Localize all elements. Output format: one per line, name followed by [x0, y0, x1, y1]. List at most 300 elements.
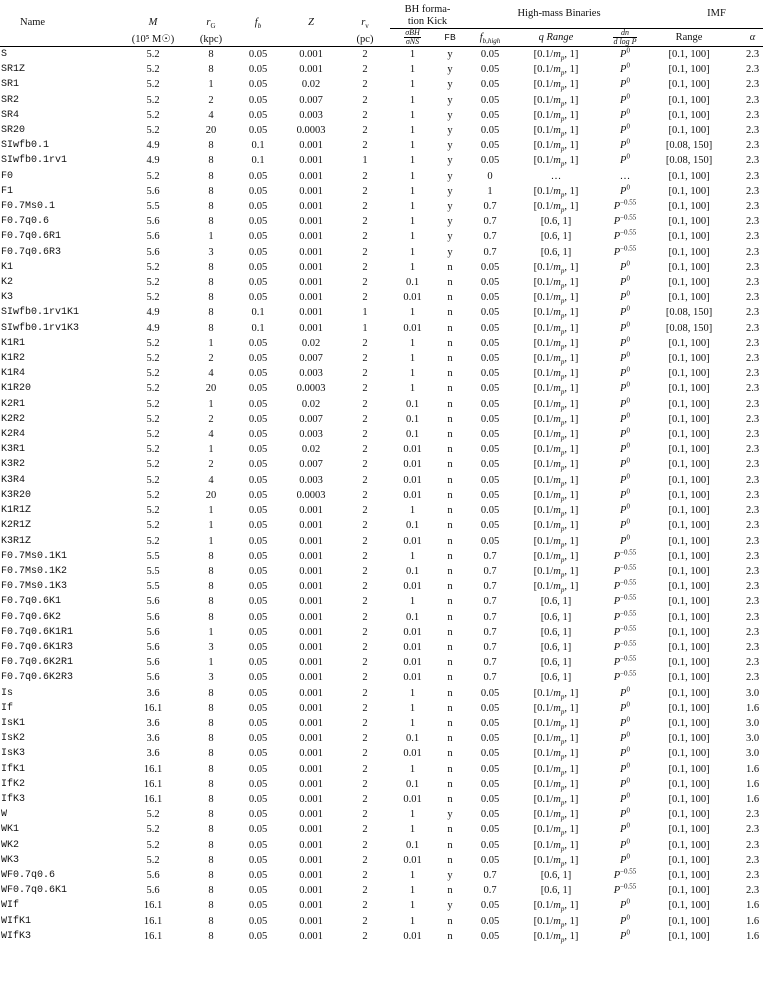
- table-row: [0, 290, 763, 305]
- cell-period-dist: $P^0$: [620, 77, 630, 91]
- cell-fb: 0.05: [248, 869, 268, 881]
- cell-rv: 2: [362, 778, 368, 790]
- cell-fb-high: 0.05: [480, 444, 500, 456]
- cell-name: WK2: [1, 839, 20, 851]
- cell-name: WF0.7q0.6: [1, 869, 56, 881]
- cell-z: 0.0003: [296, 489, 326, 501]
- cell-imf-range: [0.1, 100]: [668, 459, 710, 471]
- cell-fb-high: 0.05: [480, 261, 500, 273]
- cell-rg: 4: [208, 429, 214, 441]
- cell-q-range: [$0.1/m_p$, 1]: [533, 155, 579, 169]
- cell-imf-range: [0.1, 100]: [668, 398, 710, 410]
- cell-q-range: [$0.1/m_p$, 1]: [533, 793, 579, 808]
- cell-kick-ratio: 1: [409, 505, 416, 517]
- cell-fallback: y: [447, 185, 453, 197]
- cell-name: F0.7Ms0.1K3: [1, 581, 68, 593]
- cell-fb-high: 0.7: [483, 201, 497, 213]
- cell-z: 0.001: [299, 565, 323, 577]
- cell-kick-ratio: 1: [409, 94, 416, 106]
- cell-imf-range: [0.1, 100]: [668, 292, 710, 304]
- table-row: [0, 169, 763, 184]
- cell-mass: 5.6: [146, 231, 160, 243]
- cell-name: IfK2: [1, 778, 26, 790]
- cell-name: K2R1: [1, 398, 26, 410]
- cell-name: K3R1Z: [1, 535, 32, 547]
- cell-period-dist: $P^0$: [620, 715, 630, 729]
- cell-kick-ratio: 0.1: [405, 429, 420, 441]
- cell-imf-range: [0.1, 100]: [668, 79, 710, 91]
- cell-rg: 2: [208, 413, 214, 425]
- cell-z: 0.02: [301, 79, 321, 91]
- cell-name: WIf: [1, 900, 20, 912]
- table-body: [0, 47, 763, 944]
- cell-kick-ratio: 1: [409, 307, 416, 319]
- header-mass: M: [148, 16, 158, 28]
- cell-rg: 8: [208, 839, 214, 851]
- cell-fallback: n: [447, 733, 453, 745]
- cell-imf-alpha: 2.3: [745, 626, 760, 638]
- cell-q-range: [$0.1/m_p$, 1]: [533, 353, 579, 367]
- cell-imf-range: [0.1, 100]: [668, 231, 710, 243]
- cell-imf-alpha: 2.3: [745, 246, 760, 258]
- cell-imf-alpha: 2.3: [745, 854, 760, 866]
- cell-mass: 5.2: [146, 824, 160, 836]
- cell-fb-high: 0.7: [483, 581, 497, 593]
- cell-name: K2R2: [1, 413, 26, 425]
- cell-imf-range: [0.1, 100]: [668, 778, 710, 790]
- cell-imf-range: [0.1, 100]: [668, 353, 710, 365]
- header-z: Z: [308, 16, 314, 28]
- cell-imf-alpha: 3.0: [745, 748, 760, 760]
- cell-mass: 5.2: [146, 839, 160, 851]
- cell-imf-range: [0.1, 100]: [668, 520, 710, 532]
- cell-fb-high: 0.7: [483, 596, 497, 608]
- cell-fallback: n: [447, 353, 453, 365]
- cell-kick-ratio: 1: [409, 717, 416, 729]
- cell-fallback: y: [447, 246, 453, 258]
- cell-period-dist: $P^{-0.55}$: [613, 563, 637, 577]
- cell-q-range: [$0.1/m_p$, 1]: [533, 109, 579, 123]
- cell-fallback: n: [447, 535, 453, 547]
- cell-fb: 0.05: [248, 687, 268, 699]
- cell-mass: 5.6: [146, 246, 160, 258]
- cell-period-dist: $P^0$: [620, 290, 630, 304]
- cell-period-dist: $P^{-0.55}$: [613, 867, 637, 881]
- cell-kick-ratio: 1: [409, 155, 416, 167]
- cell-rv: 2: [362, 94, 368, 106]
- table-row: [0, 838, 763, 853]
- cell-name: SIwfb0.1: [1, 140, 50, 152]
- cell-name: F1: [1, 185, 14, 197]
- cell-mass: 5.2: [146, 109, 160, 121]
- cell-kick-ratio: 1: [409, 869, 416, 881]
- cell-imf-range: [0.1, 100]: [668, 596, 710, 608]
- cell-q-range: [$0.1/m_p$, 1]: [533, 748, 579, 762]
- cell-imf-range: [0.1, 100]: [668, 900, 710, 912]
- cell-rg: 8: [208, 854, 214, 866]
- cell-mass: 5.6: [146, 611, 160, 623]
- cell-rv: 2: [362, 763, 368, 775]
- cell-rv: 2: [362, 717, 368, 729]
- cell-z: 0.0003: [296, 125, 326, 137]
- cell-rg: 8: [208, 292, 214, 304]
- cell-mass: 16.1: [143, 930, 163, 942]
- cell-name: F0.7q0.6K1R3: [1, 641, 74, 653]
- cell-fb: 0.05: [248, 459, 268, 471]
- table-row: [0, 427, 763, 442]
- cell-z: 0.001: [299, 261, 323, 273]
- cell-imf-range: [0.1, 100]: [668, 261, 710, 273]
- cell-rg: 8: [208, 322, 214, 334]
- cell-z: 0.001: [299, 869, 323, 881]
- cell-fb-high: 0.05: [480, 125, 500, 137]
- cell-rg: 1: [208, 231, 214, 243]
- cell-mass: 3.6: [146, 748, 160, 760]
- cell-fb-high: 0.7: [483, 869, 497, 881]
- cell-imf-range: [0.1, 100]: [668, 854, 710, 866]
- cell-fallback: y: [447, 125, 453, 137]
- cell-name: Is: [1, 687, 14, 699]
- table-row: [0, 214, 763, 229]
- cell-z: 0.001: [299, 231, 323, 243]
- cell-fb: 0.05: [248, 474, 268, 486]
- cell-rg: 2: [208, 459, 214, 471]
- cell-imf-range: [0.1, 100]: [668, 64, 710, 76]
- cell-z: 0.007: [299, 459, 323, 471]
- cell-fb: 0.05: [248, 793, 268, 805]
- table-row: [0, 153, 763, 168]
- cell-period-dist: $P^0$: [620, 472, 630, 486]
- cell-z: 0.001: [299, 201, 323, 213]
- cell-fb-high: 0.05: [480, 535, 500, 547]
- cell-imf-range: [0.1, 100]: [668, 565, 710, 577]
- cell-fallback: n: [447, 915, 453, 927]
- cell-z: 0.001: [299, 702, 323, 714]
- cell-mass: 5.2: [146, 49, 160, 60]
- cell-rg: 8: [208, 733, 214, 745]
- cell-name: F0.7Ms0.1: [1, 201, 56, 213]
- cell-fb: 0.05: [248, 702, 268, 714]
- cell-period-dist: $P^0$: [620, 366, 630, 380]
- cell-z: 0.02: [301, 444, 321, 456]
- cell-mass: 5.2: [146, 429, 160, 441]
- cell-fb: 0.05: [248, 748, 268, 760]
- cell-period-dist: $P^{-0.55}$: [613, 639, 637, 653]
- cell-name: SIwfb0.1rv1: [1, 155, 68, 167]
- table-row: [0, 503, 763, 518]
- cell-period-dist: $P^0$: [620, 183, 630, 197]
- cell-rg: 8: [208, 748, 214, 760]
- cell-imf-alpha: 2.3: [745, 353, 760, 365]
- cell-rv: 2: [362, 64, 368, 76]
- cell-fallback: y: [447, 869, 453, 881]
- cell-imf-alpha: 2.3: [745, 444, 760, 456]
- cell-kick-ratio: 1: [409, 231, 416, 243]
- cell-fb-high: 0.05: [480, 155, 500, 167]
- table-row: [0, 883, 763, 898]
- cell-q-range: [$0.1/m_p$, 1]: [533, 292, 579, 306]
- cell-rv: 2: [362, 581, 368, 593]
- cell-mass: 5.2: [146, 353, 160, 365]
- cell-q-range: [$0.1/m_p$, 1]: [533, 474, 579, 488]
- cell-period-dist: $P^0$: [620, 685, 630, 699]
- cell-fb: 0.05: [248, 79, 268, 91]
- cell-mass: 16.1: [143, 702, 163, 714]
- cell-imf-alpha: 2.3: [745, 216, 760, 228]
- cell-name: W: [1, 809, 8, 821]
- cell-name: SIwfb0.1rv1K3: [1, 322, 80, 334]
- cell-fallback: n: [447, 398, 453, 410]
- cell-mass: 3.6: [146, 717, 160, 729]
- cell-name: K3R1: [1, 444, 26, 456]
- cell-kick-ratio: 1: [409, 809, 416, 821]
- cell-mass: 4.9: [146, 307, 160, 319]
- cell-kick-ratio: 1: [409, 109, 416, 121]
- cell-imf-alpha: 2.3: [745, 824, 760, 836]
- table-row: [0, 670, 763, 685]
- cell-imf-alpha: 2.3: [745, 596, 760, 608]
- cell-z: 0.007: [299, 413, 323, 425]
- table-row: [0, 549, 763, 564]
- cell-fallback: n: [447, 763, 453, 775]
- cell-z: 0.003: [299, 109, 323, 121]
- cell-fb: 0.05: [248, 581, 268, 593]
- cell-fb: 0.05: [248, 383, 268, 395]
- cell-fb: 0.05: [248, 429, 268, 441]
- cell-q-range: [$0.1/m_p$, 1]: [533, 79, 579, 93]
- cell-z: 0.001: [299, 839, 323, 851]
- cell-z: 0.001: [299, 520, 323, 532]
- header-kick-group: BH forma- tion Kick: [390, 0, 465, 29]
- cell-rg: 8: [208, 49, 214, 60]
- header-fbhigh: $f_{b,high}$: [465, 29, 515, 47]
- cell-fallback: n: [447, 793, 453, 805]
- cell-q-range: [0.6, 1]: [540, 869, 572, 881]
- cell-fb-high: 0.05: [480, 79, 500, 91]
- cell-period-dist: $P^{-0.55}$: [613, 214, 637, 228]
- cell-q-range: [$0.1/m_p$, 1]: [533, 337, 579, 351]
- cell-q-range: [$0.1/m_p$, 1]: [533, 702, 579, 716]
- header-hmb-group: High-mass Binaries: [465, 0, 653, 29]
- table-row: [0, 898, 763, 913]
- cell-fb-high: 0.7: [483, 611, 497, 623]
- cell-fallback: n: [447, 565, 453, 577]
- cell-kick-ratio: 1: [409, 900, 416, 912]
- cell-period-dist: $P^0$: [620, 305, 630, 319]
- cell-rv: 2: [362, 565, 368, 577]
- cell-rv: 2: [362, 429, 368, 441]
- cell-mass: 5.2: [146, 125, 160, 137]
- cell-imf-range: [0.1, 100]: [668, 170, 710, 182]
- cell-fb-high: 0.7: [483, 672, 497, 684]
- cell-period-dist: $P^0$: [620, 852, 630, 866]
- cell-q-range: [0.6, 1]: [540, 657, 572, 669]
- table-row: [0, 686, 763, 701]
- cell-z: 0.001: [299, 550, 323, 562]
- cell-name: IsK2: [1, 733, 26, 745]
- cell-rv: 2: [362, 535, 368, 547]
- cell-rg: 1: [208, 444, 214, 456]
- cell-q-range: [$0.1/m_p$, 1]: [533, 565, 579, 579]
- cell-kick-ratio: 0.01: [403, 459, 422, 471]
- table-row: [0, 457, 763, 472]
- cell-period-dist: $P^0$: [620, 837, 630, 851]
- cell-mass: 5.2: [146, 79, 160, 91]
- cell-z: 0.001: [299, 277, 323, 289]
- cell-fallback: y: [447, 201, 453, 213]
- cell-period-dist: $P^0$: [620, 807, 630, 821]
- cell-imf-range: [0.1, 100]: [668, 839, 710, 851]
- cell-period-dist: $P^{-0.55}$: [613, 883, 637, 897]
- table-row: [0, 518, 763, 533]
- cell-period-dist: $P^{-0.55}$: [613, 594, 637, 608]
- cell-fb: 0.05: [248, 900, 268, 912]
- cell-period-dist: $P^0$: [620, 913, 630, 927]
- cell-imf-range: [0.08, 150]: [665, 322, 713, 334]
- cell-z: 0.001: [299, 915, 323, 927]
- cell-imf-alpha: 3.0: [745, 733, 760, 745]
- header-imf-alpha: α: [725, 29, 763, 47]
- cell-q-range: [$0.1/m_p$, 1]: [533, 930, 579, 944]
- cell-rv: 1: [362, 155, 368, 167]
- cell-period-dist: $P^0$: [620, 320, 630, 334]
- cell-q-range: [$0.1/m_p$, 1]: [533, 520, 579, 534]
- cell-imf-range: [0.1, 100]: [668, 626, 710, 638]
- cell-imf-alpha: 2.3: [745, 140, 760, 152]
- cell-mass: 16.1: [143, 915, 163, 927]
- cell-fb: 0.1: [251, 140, 265, 152]
- cell-name: K3R20: [1, 489, 32, 501]
- table-row: [0, 47, 763, 63]
- cell-fb: 0.05: [248, 885, 268, 897]
- cell-rg: 4: [208, 368, 214, 380]
- cell-period-dist: $P^{-0.55}$: [613, 579, 637, 593]
- cell-mass: 5.5: [146, 201, 160, 213]
- cell-mass: 5.2: [146, 505, 160, 517]
- cell-fb-high: 0.05: [480, 429, 500, 441]
- cell-kick-ratio: 1: [409, 246, 416, 258]
- cell-rv: 2: [362, 109, 368, 121]
- cell-q-range: [$0.1/m_p$, 1]: [533, 733, 579, 747]
- cell-z: 0.02: [301, 337, 321, 349]
- cell-fb-high: 0: [487, 170, 493, 182]
- cell-rg: 8: [208, 581, 214, 593]
- cell-imf-alpha: 2.3: [745, 474, 760, 486]
- cell-rv: 2: [362, 733, 368, 745]
- cell-imf-alpha: 2.3: [745, 49, 760, 60]
- cell-fb: 0.05: [248, 337, 268, 349]
- cell-q-range: [$0.1/m_p$, 1]: [533, 824, 579, 838]
- cell-fb: 0.05: [248, 109, 268, 121]
- table-row: [0, 564, 763, 579]
- table-row: [0, 62, 763, 77]
- header-imf-range: Range: [653, 29, 725, 47]
- cell-mass: 5.6: [146, 185, 160, 197]
- cell-rv: 2: [362, 809, 368, 821]
- cell-kick-ratio: 0.01: [403, 672, 422, 684]
- cell-imf-alpha: 2.3: [745, 657, 760, 669]
- table-row: [0, 184, 763, 199]
- cell-rv: 2: [362, 854, 368, 866]
- cell-fallback: n: [447, 854, 453, 866]
- cell-imf-range: [0.1, 100]: [668, 672, 710, 684]
- table-row: [0, 93, 763, 108]
- cell-fb-high: 0.05: [480, 353, 500, 365]
- cell-fb-high: 0.05: [480, 809, 500, 821]
- cell-name: K1R1: [1, 337, 26, 349]
- cell-imf-range: [0.1, 100]: [668, 717, 710, 729]
- cell-kick-ratio: 1: [409, 368, 416, 380]
- cell-fb: 0.05: [248, 398, 268, 410]
- cell-rv: 2: [362, 368, 368, 380]
- cell-z: 0.001: [299, 854, 323, 866]
- cell-rg: 3: [208, 246, 214, 258]
- cell-name: F0.7q0.6: [1, 216, 50, 228]
- cell-period-dist: $P^0$: [620, 776, 630, 790]
- cell-rg: 8: [208, 702, 214, 714]
- cell-rg: 4: [208, 109, 214, 121]
- cell-period-dist: $P^0$: [620, 898, 630, 912]
- cell-q-range: [0.6, 1]: [540, 611, 572, 623]
- table-row: [0, 260, 763, 275]
- cell-rg: 8: [208, 307, 214, 319]
- cell-fb-high: 0.05: [480, 277, 500, 289]
- cell-mass: 5.2: [146, 292, 160, 304]
- table-row: [0, 716, 763, 731]
- cell-imf-range: [0.1, 100]: [668, 581, 710, 593]
- cell-imf-alpha: 2.3: [745, 368, 760, 380]
- cell-imf-alpha: 2.3: [745, 505, 760, 517]
- cell-fb: 0.05: [248, 520, 268, 532]
- cell-mass: 5.2: [146, 809, 160, 821]
- cell-fb-high: 0.05: [480, 368, 500, 380]
- cell-fb: 0.1: [251, 307, 265, 319]
- cell-imf-alpha: 2.3: [745, 413, 760, 425]
- cell-fb-high: 0.05: [480, 824, 500, 836]
- table-row: [0, 77, 763, 92]
- cell-imf-alpha: 2.3: [745, 201, 760, 213]
- cell-rv: 2: [362, 657, 368, 669]
- cell-z: 0.001: [299, 687, 323, 699]
- cell-imf-range: [0.1, 100]: [668, 687, 710, 699]
- cell-fb-high: 0.05: [480, 109, 500, 121]
- cell-name: K1R20: [1, 383, 32, 395]
- cell-fallback: y: [447, 170, 453, 182]
- cell-imf-alpha: 2.3: [745, 398, 760, 410]
- cell-z: 0.001: [299, 657, 323, 669]
- cell-mass: 16.1: [143, 778, 163, 790]
- cell-rv: 2: [362, 261, 368, 273]
- cell-rg: 3: [208, 672, 214, 684]
- cell-z: 0.001: [299, 900, 323, 912]
- cell-mass: 5.6: [146, 672, 160, 684]
- table-row: [0, 138, 763, 153]
- cell-name: WK3: [1, 854, 20, 866]
- header-rv-unit: (pc): [340, 29, 390, 47]
- cell-period-dist: $P^0$: [620, 411, 630, 425]
- cell-imf-alpha: 1.6: [745, 930, 760, 942]
- cell-z: 0.001: [299, 763, 323, 775]
- cell-q-range: [$0.1/m_p$, 1]: [533, 505, 579, 519]
- cell-name: F0.7q0.6K1: [1, 596, 62, 608]
- cell-mass: 5.6: [146, 641, 160, 653]
- cell-name: WIfK1: [1, 915, 32, 927]
- cell-q-range: [$0.1/m_p$, 1]: [533, 307, 579, 321]
- cell-imf-alpha: 2.3: [745, 322, 760, 334]
- cell-q-range: [0.6, 1]: [540, 672, 572, 684]
- cell-imf-range: [0.1, 100]: [668, 489, 710, 501]
- cell-fallback: n: [447, 581, 453, 593]
